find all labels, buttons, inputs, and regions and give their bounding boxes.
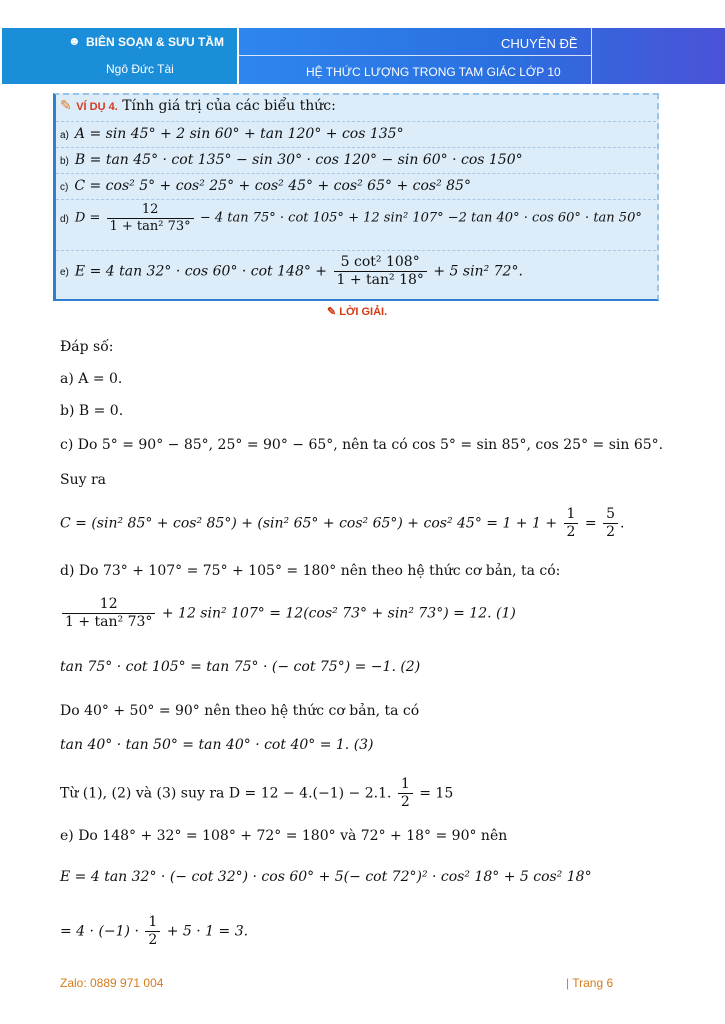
example-item-e [60,254,523,289]
example-item-c [60,178,471,194]
answer-e-eq1 [60,869,592,885]
math-expr: + 12 sin² 107° = 12(cos² 73° + sin² 73°) = 12. (1) [161,605,516,622]
item-expr: A = sin 45° + 2 sin 60° + tan 120° + cos 135° [74,126,404,142]
answer-c-then: Suy ra [60,472,107,488]
fraction-denominator: 1 + tan² 73° [109,218,191,234]
answer-d-eq3 [60,737,374,753]
fraction-numerator: 5 [603,506,618,524]
math-expr: tan 40° · tan 50° = tan 40° · cot 40° = 1. (3) [60,737,374,753]
people-icon: ☻ [68,34,81,48]
solution-heading [327,305,387,318]
edit-icon: ✎ [327,306,337,318]
fraction-denominator: 1 + tan² 18° [336,271,424,288]
header-left-title: BIÊN SOẠN & SƯU TẦM [86,35,224,49]
row-divider [56,250,656,251]
math-end: = 15 [419,785,454,802]
example-item-b [60,152,523,168]
example-title-row [60,98,336,114]
math-end: + 5 · 1 = 3. [166,923,249,940]
item-lhs: D = [74,210,101,226]
fraction [107,202,194,234]
example-prompt: Tính giá trị của các biểu thức: [122,98,336,114]
answer-e-eq2 [60,914,248,949]
fraction [603,506,618,541]
fraction-numerator: 12 [107,202,194,219]
fraction-denominator: 1 + tan² 73° [65,613,153,630]
page-header [0,28,725,84]
fraction-numerator: 12 [62,596,155,614]
answer-d-reason2: Do 40° + 50° = 90° nên theo hệ thức cơ bản, ta có [60,703,420,719]
item-expr: B = tan 45° · cot 135° − sin 30° · cos 120° − sin 60° · cos 150° [74,152,523,168]
answer-d-reason: d) Do 73° + 107° = 75° + 105° = 180° nên theo hệ thức cơ bản, ta có: [60,563,561,579]
fraction-denominator: 2 [148,931,158,948]
item-label: e) [60,267,69,279]
row-divider [56,173,656,174]
fraction [62,596,155,631]
item-expr: C = cos² 5° + cos² 25° + cos² 45° + cos² 65° + cos² 85° [74,178,471,194]
item-lhs: E = 4 tan 32° · cos 60° · cot 148° + [74,263,328,280]
fraction [564,506,579,541]
pencil-icon: ✎ [60,98,72,114]
header-vertical-line [591,28,592,84]
math-end: . [620,515,625,532]
solution-label: LỜI GIẢI. [339,306,388,318]
fraction-numerator: 5 cot² 108° [334,254,427,272]
math-expr: C = (sin² 85° + cos² 85°) + (sin² 65° + cos² 65°) + cos² 45° = 1 + 1 + [60,515,558,532]
answer-e-reason: e) Do 148° + 32° = 108° + 72° = 180° và 72° + 18° = 90° nên [60,828,508,844]
item-label: a) [60,130,69,141]
math-expr: E = 4 tan 32° · (− cot 32°) · cos 60° + 5(− cot 72°)² · cos² 18° + 5 cos² 18° [60,869,592,885]
fraction-numerator: 1 [398,776,413,794]
header-subtitle: HỆ THỨC LƯỢNG TRONG TAM GIÁC LỚP 10 [306,65,561,79]
footer-page-number: | Trang 6 [566,976,614,990]
fraction-denominator: 2 [400,793,410,810]
row-divider [56,121,656,122]
row-divider [56,147,656,148]
fraction-denominator: 2 [566,523,576,540]
header-author: Ngô Đức Tài [106,62,174,76]
answer-d-eq1 [60,596,516,631]
answer-heading: Đáp số: [60,339,114,355]
header-divider [239,55,591,56]
fraction-numerator: 1 [564,506,579,524]
answer-c-reason: c) Do 5° = 90° − 85°, 25° = 90° − 65°, nên ta có cos 5° = sin 85°, cos 25° = sin 65°. [60,437,664,453]
example-box [53,93,659,301]
math-expr: Từ (1), (2) và (3) suy ra D = 12 − 4.(−1) − 2.1. [60,785,392,802]
header-left-panel [2,28,237,84]
fraction-denominator: 2 [606,523,616,540]
fraction [334,254,427,289]
header-right-panel [239,28,725,84]
math-expr: tan 75° · cot 105° = tan 75° · (− cot 75°) = −1. (2) [60,659,421,675]
answer-d-eq2 [60,659,420,675]
item-label: d) [60,213,69,225]
answer-d-result [60,776,453,811]
answer-a: a) A = 0. [60,371,123,387]
item-label: b) [60,156,69,167]
answer-c-result [60,506,624,541]
footer-contact: Zalo: 0889 971 004 [60,976,164,990]
example-item-d [60,202,642,234]
item-rest: + 5 sin² 72°. [433,263,523,280]
example-label: VÍ DỤ 4. [76,101,118,113]
fraction-numerator: 1 [145,914,160,932]
item-label: c) [60,182,69,193]
header-right-title: CHUYÊN ĐỀ [501,36,578,51]
math-equals: = [584,515,597,532]
item-rest: − 4 tan 75° · cot 105° + 12 sin² 107° −2 tan 40° · cos 60° · tan 50° [199,210,642,226]
fraction [398,776,413,811]
fraction [145,914,160,949]
row-divider [56,199,656,200]
answer-b: b) B = 0. [60,403,124,419]
example-item-a [60,126,404,142]
math-expr: = 4 · (−1) · [60,923,139,940]
